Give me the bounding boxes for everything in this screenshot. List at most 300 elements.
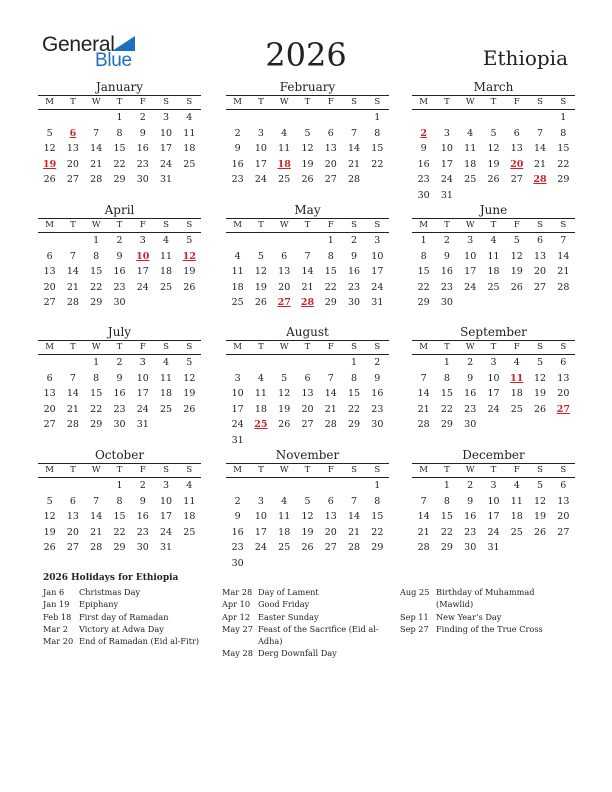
day-cell: 20 (324, 158, 337, 170)
day-cell: 8 (351, 372, 358, 384)
week-row (412, 188, 575, 204)
weekday-header (412, 340, 575, 355)
day-cell: 5 (186, 235, 193, 246)
holiday-day-cell: 19 (43, 158, 57, 170)
day-cell: 20 (301, 403, 314, 415)
weekday-header (412, 95, 575, 110)
day-cell: 30 (113, 419, 126, 430)
holiday-day-cell: 27 (556, 403, 570, 415)
day-cell: 16 (440, 266, 453, 277)
day-cell: 9 (139, 127, 146, 139)
holiday-name: New Year’s Day (436, 611, 502, 622)
month-title: July (107, 325, 132, 339)
day-cell: 25 (278, 174, 291, 185)
day-cell: 12 (534, 372, 547, 384)
day-cell: 25 (160, 403, 173, 415)
day-cell: 16 (136, 511, 149, 522)
holiday-name: First day of Ramadan (79, 611, 169, 622)
day-cell: 25 (510, 526, 523, 538)
weekday-label: S (560, 465, 567, 475)
weekday-label: S (374, 97, 381, 107)
day-cell: 19 (254, 281, 267, 293)
day-cell: 27 (557, 526, 570, 538)
weekday-label: W (465, 220, 475, 230)
holiday-day-cell: 27 (277, 297, 291, 308)
month-title: August (286, 325, 329, 339)
weekday-label: T (304, 97, 311, 107)
day-cell: 2 (351, 235, 358, 246)
day-cell: 15 (90, 266, 103, 277)
day-cell: 8 (374, 127, 381, 139)
week-row (38, 157, 201, 173)
day-cell: 16 (371, 388, 384, 399)
day-cell: 23 (371, 403, 384, 415)
day-cell: 1 (93, 235, 100, 246)
weekday-label: F (327, 220, 334, 230)
day-cell: 10 (464, 250, 477, 262)
week-row (38, 110, 201, 126)
day-cell: 11 (160, 250, 173, 262)
week-row (412, 371, 575, 387)
day-cell: 14 (324, 388, 337, 399)
day-cell: 2 (234, 127, 241, 139)
day-cell: 14 (90, 511, 103, 522)
weekday-label: F (327, 465, 334, 475)
month-october (38, 447, 201, 556)
holiday-date: Mar 28 (222, 587, 253, 597)
week-row (38, 126, 201, 142)
day-cell (459, 110, 482, 126)
day-cell: 21 (348, 526, 361, 538)
day-cell: 24 (231, 419, 244, 430)
week-row (38, 509, 201, 525)
week-row (412, 417, 575, 433)
day-cell: 22 (440, 526, 453, 538)
day-cell: 16 (231, 158, 244, 170)
weekday-label: S (186, 220, 193, 230)
holiday-name: Feast of the Sacrifice (Eid al-Adha) (258, 623, 379, 647)
day-cell: 1 (374, 480, 381, 491)
day-cell: 14 (557, 250, 570, 262)
day-cell: 2 (139, 112, 146, 123)
day-cell: 15 (371, 511, 384, 522)
day-cell: 17 (160, 511, 173, 522)
day-cell: 27 (43, 297, 56, 308)
day-cell: 13 (324, 511, 337, 522)
holiday-date: Mar 2 (43, 623, 68, 634)
weekday-label: T (116, 465, 123, 475)
day-cell (38, 233, 61, 249)
day-cell (412, 355, 435, 371)
day-cell: 7 (69, 250, 76, 262)
day-cell: 7 (69, 372, 76, 384)
day-cell: 30 (417, 189, 430, 201)
day-cell: 25 (183, 526, 196, 538)
holiday-item (222, 598, 387, 610)
day-cell: 26 (183, 403, 196, 415)
week-row (38, 141, 201, 157)
day-cell: 25 (278, 542, 291, 553)
holiday-day-cell: 28 (300, 297, 315, 308)
day-cell: 4 (234, 250, 241, 262)
month-title: April (104, 203, 135, 217)
day-cell: 19 (278, 403, 291, 415)
day-cell (505, 417, 528, 433)
day-cell: 18 (160, 388, 173, 399)
week-row (226, 509, 389, 525)
weekday-label: M (419, 342, 428, 352)
day-cell: 24 (254, 174, 267, 185)
weekday-header (38, 340, 201, 355)
month-title: December (462, 448, 525, 462)
weekday-label: S (186, 465, 193, 475)
day-cell: 24 (254, 542, 267, 553)
day-cell: 14 (417, 511, 430, 522)
day-cell (273, 233, 296, 249)
calendar-year: 2026 (265, 36, 347, 74)
day-cell: 26 (510, 281, 523, 293)
week-row (226, 556, 389, 572)
day-cell (319, 556, 342, 572)
day-cell: 5 (186, 357, 193, 368)
holiday-date: Sep 27 (400, 623, 429, 634)
day-cell: 22 (417, 281, 430, 293)
day-cell: 24 (160, 526, 173, 538)
week-row (226, 478, 389, 494)
day-cell (505, 295, 528, 311)
day-cell: 20 (66, 526, 79, 538)
day-cell: 30 (113, 297, 126, 308)
day-cell: 16 (464, 511, 477, 522)
weekday-label: S (560, 97, 567, 107)
day-cell: 5 (304, 127, 311, 139)
day-cell: 15 (371, 143, 384, 154)
day-cell: 21 (417, 526, 430, 538)
day-cell (528, 295, 551, 311)
weekday-label: T (490, 97, 497, 107)
day-cell: 9 (420, 143, 427, 154)
day-cell: 29 (90, 297, 103, 308)
day-cell: 19 (183, 388, 196, 399)
holidays-title: 2026 Holidays for Ethiopia (43, 573, 179, 583)
day-cell: 21 (66, 403, 79, 415)
day-cell: 26 (534, 403, 547, 415)
day-cell: 3 (443, 127, 450, 139)
week-row (226, 386, 389, 402)
week-row (226, 494, 389, 510)
day-cell: 29 (113, 542, 126, 553)
week-row (412, 280, 575, 296)
day-cell: 22 (348, 403, 361, 415)
day-cell: 15 (440, 388, 453, 399)
holiday-item (43, 586, 208, 598)
day-cell: 3 (163, 480, 170, 491)
day-cell: 23 (136, 158, 149, 170)
day-cell: 16 (417, 158, 430, 170)
day-cell: 13 (557, 372, 570, 384)
day-cell (296, 355, 319, 371)
weekday-label: W (91, 97, 101, 107)
weekday-label: S (537, 342, 543, 352)
week-row (38, 494, 201, 510)
weekday-label: S (163, 97, 169, 107)
day-cell: 25 (510, 403, 523, 415)
day-cell (459, 295, 482, 311)
week-row (412, 249, 575, 265)
weekday-label: M (233, 220, 242, 230)
holiday-day-cell: 11 (510, 372, 524, 384)
holiday-name: Birthday of Muhammad (Mawlid) (436, 587, 535, 610)
day-cell: 2 (116, 357, 123, 368)
weekday-label: S (351, 465, 357, 475)
day-cell: 13 (557, 495, 570, 507)
day-cell: 11 (278, 143, 291, 154)
day-cell: 16 (113, 266, 126, 277)
day-cell: 21 (301, 281, 314, 293)
day-cell: 17 (487, 511, 500, 522)
weekday-label: S (351, 342, 357, 352)
day-cell: 3 (490, 480, 497, 491)
week-row (38, 386, 201, 402)
month-july (38, 324, 201, 433)
day-cell: 28 (557, 281, 570, 293)
week-row (38, 525, 201, 541)
day-cell: 26 (534, 526, 547, 538)
day-cell: 13 (43, 388, 56, 399)
day-cell: 3 (257, 495, 264, 507)
day-cell: 31 (231, 434, 244, 446)
day-cell: 9 (139, 495, 146, 507)
day-cell (552, 540, 575, 556)
week-row (226, 295, 389, 311)
weekday-label: S (374, 342, 381, 352)
day-cell: 6 (281, 250, 288, 262)
weekday-label: T (490, 465, 497, 475)
holiday-item (43, 598, 208, 610)
weekday-label: T (116, 220, 123, 230)
day-cell: 18 (510, 388, 523, 399)
holiday-name: End of Ramadan (Eid al-Fitr) (79, 636, 200, 647)
weekday-label: M (233, 465, 242, 475)
holiday-date: May 27 (222, 623, 253, 634)
holiday-name: Christmas Day (79, 587, 141, 597)
day-cell: 19 (534, 511, 547, 522)
day-cell: 20 (278, 281, 291, 293)
day-cell: 7 (537, 127, 544, 139)
day-cell: 5 (537, 480, 544, 491)
day-cell: 8 (116, 495, 123, 507)
day-cell: 21 (90, 526, 103, 538)
weekday-label: S (537, 220, 543, 230)
weekday-label: M (45, 465, 54, 475)
holiday-item (222, 586, 387, 598)
day-cell: 2 (139, 480, 146, 491)
week-row (38, 355, 201, 371)
week-row (226, 233, 389, 249)
day-cell: 17 (371, 266, 384, 277)
holiday-column (43, 586, 208, 647)
day-cell: 14 (348, 143, 361, 154)
day-cell: 3 (163, 112, 170, 123)
day-cell: 23 (136, 526, 149, 538)
day-cell (273, 478, 296, 494)
day-cell: 15 (348, 388, 361, 399)
day-cell: 30 (348, 297, 361, 308)
holiday-column (222, 586, 387, 660)
day-cell: 23 (440, 281, 453, 293)
day-cell: 17 (136, 266, 149, 277)
week-row (412, 295, 575, 311)
day-cell: 24 (371, 281, 384, 293)
day-cell: 3 (139, 235, 146, 246)
day-cell: 4 (186, 112, 193, 123)
day-cell: 28 (348, 174, 361, 185)
day-cell: 14 (90, 143, 103, 154)
day-cell: 26 (301, 174, 314, 185)
day-cell: 6 (327, 127, 334, 139)
day-cell: 10 (254, 511, 267, 522)
holiday-date: Mar 20 (43, 636, 74, 647)
holiday-column (400, 586, 565, 635)
weekday-label: F (327, 342, 334, 352)
day-cell: 29 (440, 542, 453, 553)
day-cell: 7 (420, 495, 427, 507)
weekday-label: W (91, 220, 101, 230)
day-cell: 23 (231, 174, 244, 185)
weekday-label: S (374, 220, 381, 230)
month-june (412, 202, 575, 311)
day-cell: 25 (183, 158, 196, 170)
day-cell: 4 (490, 235, 497, 246)
day-cell (178, 540, 201, 556)
day-cell (342, 556, 365, 572)
day-cell: 22 (440, 403, 453, 415)
day-cell: 4 (467, 127, 474, 139)
day-cell (296, 556, 319, 572)
day-cell: 13 (278, 266, 291, 277)
day-cell (154, 417, 177, 433)
holiday-date: Feb 18 (43, 611, 72, 622)
day-cell: 24 (136, 281, 149, 293)
day-cell: 28 (348, 542, 361, 553)
month-august (226, 324, 389, 448)
day-cell: 31 (160, 174, 173, 185)
weekday-header (412, 218, 575, 233)
holiday-item (43, 611, 208, 623)
weekday-label: T (444, 342, 450, 352)
day-cell: 30 (464, 542, 477, 553)
week-row (38, 172, 201, 188)
weekday-label: T (70, 220, 76, 230)
day-cell: 5 (281, 372, 288, 384)
day-cell (528, 540, 551, 556)
weekday-label: W (465, 465, 475, 475)
day-cell: 12 (487, 143, 500, 154)
weekday-label: T (116, 97, 123, 107)
holiday-item (43, 623, 208, 635)
day-cell: 12 (254, 266, 267, 277)
day-cell (273, 556, 296, 572)
day-cell: 24 (487, 526, 500, 538)
day-cell: 20 (324, 526, 337, 538)
day-cell: 10 (160, 495, 173, 507)
weekday-label: S (163, 465, 169, 475)
day-cell: 16 (348, 266, 361, 277)
day-cell: 8 (116, 127, 123, 139)
day-cell: 17 (254, 526, 267, 538)
day-cell: 7 (327, 372, 334, 384)
day-cell: 29 (324, 297, 337, 308)
day-cell: 30 (136, 174, 149, 185)
day-cell: 10 (371, 250, 384, 262)
day-cell (366, 172, 389, 188)
day-cell: 9 (351, 250, 358, 262)
week-row (412, 525, 575, 541)
day-cell: 24 (160, 158, 173, 170)
day-cell: 8 (93, 372, 100, 384)
day-cell: 4 (281, 495, 288, 507)
weekday-label: F (327, 97, 334, 107)
holiday-name: Day of Lament (258, 587, 319, 597)
holiday-name: Easter Sunday (258, 611, 319, 622)
day-cell (296, 433, 319, 449)
holiday-day-cell: 20 (510, 158, 524, 170)
day-cell: 19 (301, 158, 314, 170)
week-row (412, 478, 575, 494)
month-april (38, 202, 201, 311)
month-title: May (294, 203, 321, 217)
holiday-name: Good Friday (258, 599, 310, 610)
day-cell: 28 (90, 542, 103, 553)
day-cell: 27 (510, 174, 523, 185)
day-cell: 15 (90, 388, 103, 399)
day-cell (342, 478, 365, 494)
day-cell: 2 (467, 480, 474, 491)
day-cell: 31 (371, 297, 384, 308)
week-row (412, 402, 575, 418)
day-cell: 29 (90, 419, 103, 430)
day-cell: 19 (301, 526, 314, 538)
day-cell (85, 110, 108, 126)
day-cell: 10 (487, 372, 500, 384)
day-cell (61, 478, 84, 494)
day-cell: 6 (46, 372, 53, 384)
day-cell: 7 (93, 495, 100, 507)
week-row (226, 417, 389, 433)
day-cell: 21 (348, 158, 361, 170)
day-cell: 6 (327, 495, 334, 507)
day-cell (85, 478, 108, 494)
holiday-date: Apr 10 (222, 599, 251, 610)
weekday-label: T (304, 465, 311, 475)
day-cell (482, 295, 505, 311)
day-cell: 21 (557, 266, 570, 277)
day-cell (61, 110, 84, 126)
weekday-label: F (513, 342, 520, 352)
month-title: November (275, 448, 340, 462)
week-row (412, 494, 575, 510)
weekday-label: S (560, 220, 567, 230)
month-january (38, 79, 201, 188)
day-cell (296, 110, 319, 126)
day-cell: 28 (324, 419, 337, 430)
day-cell: 21 (417, 403, 430, 415)
day-cell: 26 (301, 542, 314, 553)
day-cell: 17 (487, 388, 500, 399)
week-row (412, 172, 575, 188)
weekday-label: M (419, 220, 428, 230)
day-cell: 10 (440, 143, 453, 154)
